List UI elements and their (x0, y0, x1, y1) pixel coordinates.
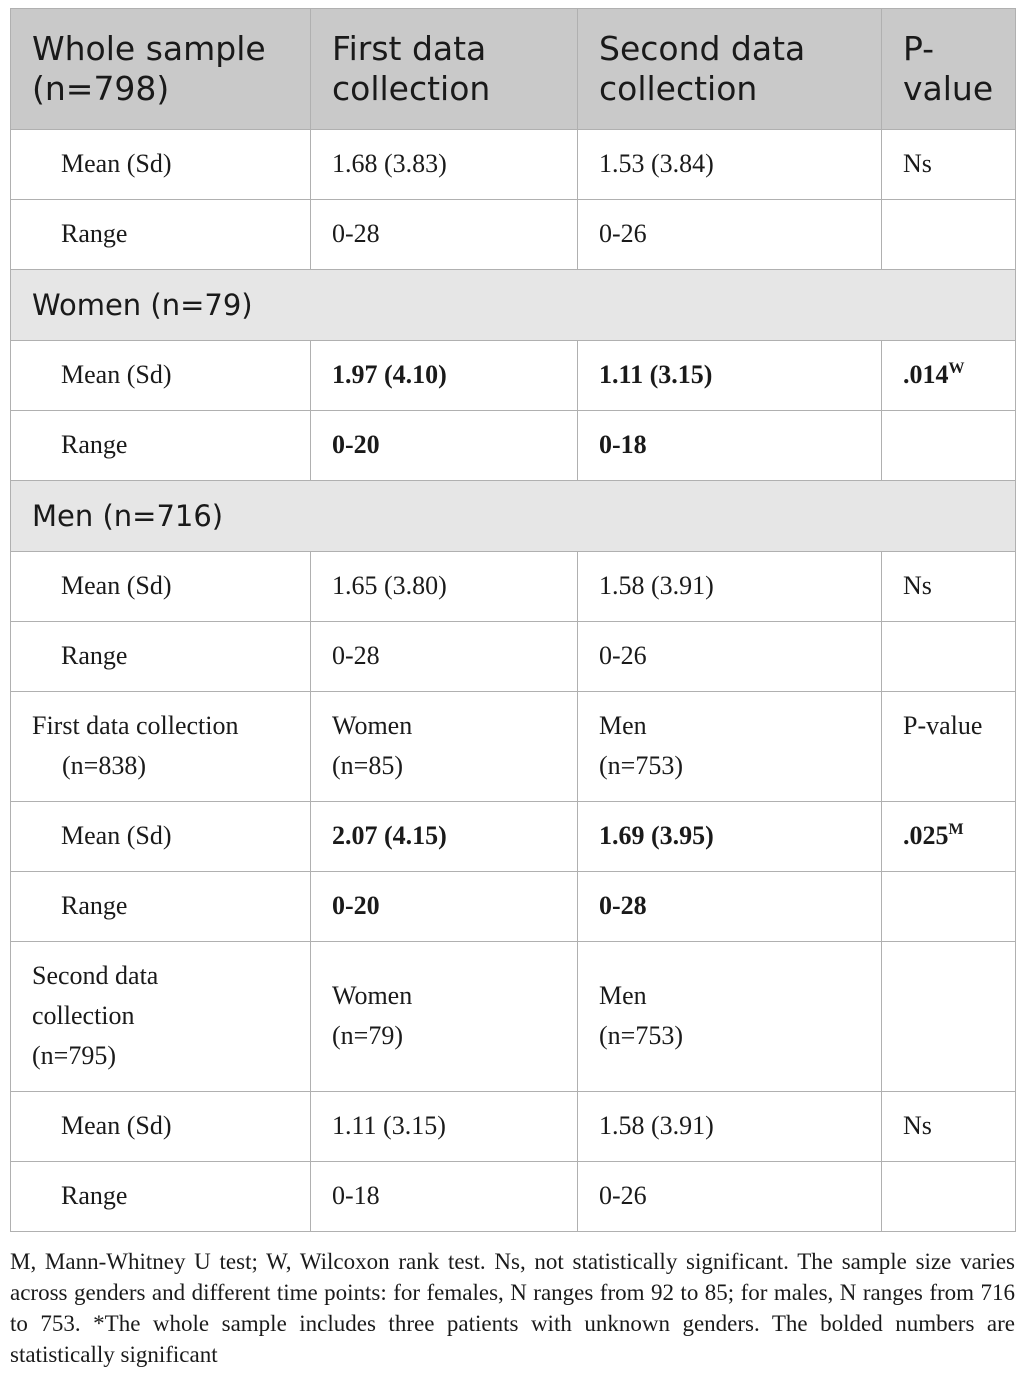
cell-p-value: Ns (882, 130, 1016, 200)
table-row (11, 622, 1016, 692)
cell-empty (882, 942, 1016, 1092)
subheader-row-second-collection (11, 942, 1016, 1092)
header-p-value: P-value (882, 9, 1016, 130)
table-footnote: M, Mann-Whitney U test; W, Wilcoxon rank test. Ns, not statistically significant. The sample size varies across genders and different time points: for females, N ranges from 92 to 85; for males, N ranges from 716 to 753. *The whole sample includes three patients with unknown genders. The bolded numbers are statistically significant (10, 1249, 1015, 1367)
table-row (11, 130, 1016, 200)
cell-value: 0-28 (311, 622, 578, 692)
table-row (11, 411, 1016, 481)
results-table-container (10, 8, 1015, 1370)
table-header (11, 9, 1016, 130)
row-label: Mean (Sd) (11, 802, 311, 872)
subheader-p-value: P-value (882, 692, 1016, 802)
subheader-label-line1: First data collection (32, 711, 239, 740)
table-row (11, 872, 1016, 942)
cell-empty (882, 200, 1016, 270)
p-value-superscript: M (948, 821, 964, 838)
subheader-women (311, 692, 578, 802)
row-label: Range (11, 200, 311, 270)
table-row (11, 200, 1016, 270)
table-row (11, 552, 1016, 622)
subheader-women-line2: (n=85) (332, 751, 403, 780)
table-row (11, 802, 1016, 872)
table-row (11, 1092, 1016, 1162)
header-row (11, 9, 1016, 130)
cell-value: 0-26 (578, 1162, 882, 1232)
bold-p-value: .014 (903, 360, 949, 389)
row-label: Range (11, 411, 311, 481)
cell-value: 0-26 (578, 200, 882, 270)
cell-p-value: Ns (882, 1092, 1016, 1162)
subheader-women-line2: (n=79) (332, 1021, 403, 1050)
header-first-collection: First data collection (311, 9, 578, 130)
cell-p-value: Ns (882, 552, 1016, 622)
table-row (11, 341, 1016, 411)
bold-value: 0-18 (599, 430, 647, 459)
subheader-men (578, 692, 882, 802)
cell-p-value (882, 802, 1016, 872)
cell-value (311, 411, 578, 481)
subheader-men-line2: (n=753) (599, 751, 683, 780)
cell-value (311, 802, 578, 872)
bold-value: 2.07 (4.15) (332, 821, 447, 850)
row-label: Range (11, 1162, 311, 1232)
bold-value: 0-20 (332, 430, 380, 459)
row-label: Mean (Sd) (11, 130, 311, 200)
subheader-men-line1: Men (599, 711, 647, 740)
table-row (11, 1162, 1016, 1232)
subheader-row-first-collection (11, 692, 1016, 802)
cell-value (578, 872, 882, 942)
table-body (11, 130, 1016, 1232)
subheader-label-line2: collection (32, 1001, 135, 1030)
row-label: Range (11, 622, 311, 692)
subheader-label-line2: (n=838) (62, 751, 146, 780)
cell-p-value (882, 341, 1016, 411)
subheader-label (11, 692, 311, 802)
subheader-men-line1: Men (599, 981, 647, 1010)
bold-value: 0-28 (599, 891, 647, 920)
bold-p-value: .025 (903, 821, 949, 850)
subheader-label-line1: Second data (32, 961, 159, 990)
cell-value: 1.53 (3.84) (578, 130, 882, 200)
cell-value (311, 341, 578, 411)
subheader-label (11, 942, 311, 1092)
section-row-women (11, 270, 1016, 341)
cell-empty (882, 622, 1016, 692)
header-whole-sample: Whole sample (n=798) (11, 9, 311, 130)
p-value-superscript: W (948, 360, 965, 377)
cell-value: 1.65 (3.80) (311, 552, 578, 622)
row-label: Range (11, 872, 311, 942)
section-row-men (11, 481, 1016, 552)
subheader-men-line2: (n=753) (599, 1021, 683, 1050)
subheader-women-line1: Women (332, 711, 413, 740)
cell-empty (882, 411, 1016, 481)
cell-value: 1.11 (3.15) (311, 1092, 578, 1162)
cell-value (578, 411, 882, 481)
subheader-women (311, 942, 578, 1092)
cell-value: 0-28 (311, 200, 578, 270)
results-table (10, 8, 1016, 1232)
bold-value: 1.97 (4.10) (332, 360, 447, 389)
row-label: Mean (Sd) (11, 341, 311, 411)
cell-value: 0-26 (578, 622, 882, 692)
section-title: Men (n=716) (11, 481, 1016, 552)
cell-value (311, 872, 578, 942)
row-label: Mean (Sd) (11, 552, 311, 622)
cell-empty (882, 872, 1016, 942)
section-title: Women (n=79) (11, 270, 1016, 341)
subheader-women-line1: Women (332, 981, 413, 1010)
bold-value: 1.69 (3.95) (599, 821, 714, 850)
cell-value: 1.68 (3.83) (311, 130, 578, 200)
cell-value (578, 341, 882, 411)
header-second-collection: Second data collection (578, 9, 882, 130)
cell-empty (882, 1162, 1016, 1232)
subheader-label-line3: (n=795) (32, 1041, 116, 1070)
bold-value: 0-20 (332, 891, 380, 920)
cell-value: 0-18 (311, 1162, 578, 1232)
row-label: Mean (Sd) (11, 1092, 311, 1162)
subheader-men (578, 942, 882, 1092)
bold-value: 1.11 (3.15) (599, 360, 713, 389)
cell-value: 1.58 (3.91) (578, 1092, 882, 1162)
cell-value (578, 802, 882, 872)
cell-value: 1.58 (3.91) (578, 552, 882, 622)
